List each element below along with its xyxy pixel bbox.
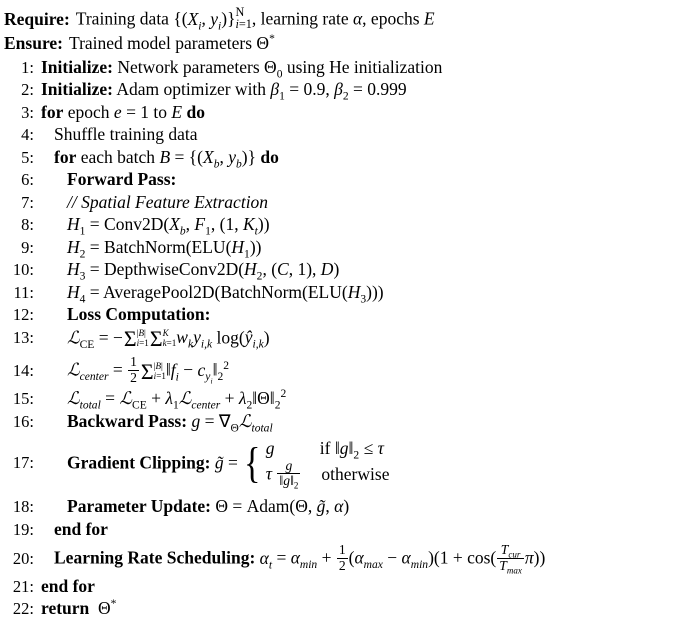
algorithm-step-2	[4, 79, 681, 102]
step-number: 15:	[12, 389, 34, 409]
step-number: 1:	[21, 57, 34, 77]
step-number: 16:	[12, 411, 34, 431]
step-number: 9:	[21, 237, 34, 257]
step-number: 11:	[13, 282, 34, 302]
step-keyword: Backward Pass:	[67, 410, 188, 431]
algorithm-step-1	[4, 56, 681, 79]
cases-group	[242, 439, 389, 490]
step-keyword: end for	[54, 518, 108, 539]
step-number: 12:	[12, 305, 34, 324]
step-keyword: Initialize:	[41, 56, 113, 77]
left-brace: {	[244, 439, 261, 487]
algorithm-step-18	[4, 496, 681, 519]
step-content: $H_3$ = $DepthwiseConv2D(H_2$, (C, 1), D)	[67, 259, 340, 283]
case-1-expression: g	[265, 437, 275, 458]
require-text: Training data {($X_i$, $y_i$)} N i=1 , learning rate α, epochs E	[75, 5, 435, 33]
step-content: Initialize: Network parameters $\Theta_0$ using He initialization	[41, 56, 443, 80]
step-content: for each batch $B = \{(X_b$, $y_b$)} do	[54, 146, 279, 170]
step-content: Gradient Clipping: g̃ = { g if $‖g‖_2 \le \tau$ τ $\frac{g}{‖g‖_2}$ otherwise	[67, 437, 390, 492]
ensure-text: Trained model parameters Θ*	[69, 32, 275, 53]
step-content: return Θ*	[41, 598, 117, 619]
step-content: for epoch e = 1 to E do	[41, 101, 205, 122]
step-number: 19:	[12, 519, 34, 539]
algorithm-step-20	[4, 541, 681, 576]
step-number: 6:	[21, 170, 34, 189]
step-content: $H_1$ = $Conv2D(X_b$, $F_1$, (1, $K_t$))	[67, 214, 270, 238]
algorithm-step-4	[4, 124, 681, 147]
step-content: Initialize: Adam optimizer with $\beta_1 = 0.9$, $\beta_2 = 0.999$	[41, 79, 407, 103]
algorithm-step-11	[4, 281, 681, 304]
step-content: Shuffle training data	[54, 124, 198, 144]
step-keyword: Initialize:	[41, 79, 113, 99]
algorithm-step-10	[4, 259, 681, 282]
step-number: 5:	[21, 147, 34, 167]
step-keyword: Parameter Update:	[67, 496, 211, 517]
step-comment: // Spatial Feature Extraction	[67, 191, 269, 212]
step-number: 17:	[12, 453, 34, 473]
step-content: ℒ$_{total}$ = ℒ$_{CE}$ + $\lambda_1ℒ_{center}$ + $\lambda_2‖\Theta‖_2^2$	[67, 388, 287, 412]
case-1-condition: if $‖g‖_2 \le \tau$	[319, 437, 384, 462]
case-2-expression: τ $\frac{g}{‖g‖_2}$	[265, 458, 299, 492]
case-2-condition: otherwise	[321, 463, 390, 484]
step-content: ℒ$_{CE}$ = −Σ |B| i=1 Σ K k=1 $w_ky_{i,k}$ $\log(ŷ_{i,k})$	[67, 326, 270, 351]
step-number: 14:	[12, 360, 34, 380]
step-content: Backward Pass: $g = \nabla_\Theta ℒ_{total}$	[67, 410, 273, 435]
algorithm-step-17	[4, 433, 681, 496]
step-keyword: end for	[41, 575, 95, 596]
algorithm-step-15	[4, 388, 681, 411]
step-content: ℒ$_{center}$ = $\frac{1}{2}$ Σ |B| i=1 $‖f_i$ − $c_{y_i}‖_2^2$	[67, 354, 230, 386]
step-keyword: Loss Computation:	[67, 304, 211, 324]
algorithm-step-13	[4, 326, 681, 353]
algorithm-step-5	[4, 146, 681, 169]
step-keyword: Forward Pass:	[67, 169, 177, 189]
step-keyword: Learning Rate Scheduling:	[54, 547, 256, 568]
ensure-line	[4, 32, 681, 53]
step-number: 18:	[12, 497, 34, 517]
algorithm-step-6	[4, 169, 681, 192]
step-keyword: return	[41, 598, 90, 619]
algorithm-step-8	[4, 214, 681, 237]
step-keyword: Gradient Clipping:	[67, 452, 211, 473]
step-number: 4:	[21, 125, 34, 144]
algorithm-step-16	[4, 410, 681, 433]
step-number: 10:	[12, 260, 34, 279]
step-number: 22:	[12, 599, 34, 619]
algorithm-step-9	[4, 236, 681, 259]
algorithm-step-21	[4, 575, 681, 598]
step-number: 20:	[12, 548, 34, 568]
algorithm-step-12	[4, 304, 681, 327]
step-number: 2:	[21, 80, 34, 99]
step-content: Parameter Update: Θ = Adam(Θ, g̃, α)	[67, 496, 350, 517]
step-number: 7:	[21, 192, 34, 212]
algorithm-step-3	[4, 101, 681, 124]
require-line	[4, 6, 681, 31]
step-content: $H_4$ = $AveragePool2D(BatchNorm(ELU(H_3)))$	[67, 281, 384, 305]
algorithm-step-22	[4, 598, 681, 621]
require-keyword: Require:	[4, 8, 70, 29]
step-number: 3:	[21, 102, 34, 122]
ensure-keyword: Ensure:	[4, 32, 63, 53]
step-content: $H_2$ = $BatchNorm(ELU(H_1))$	[67, 236, 262, 260]
algorithm-step-19	[4, 518, 681, 541]
step-number: 13:	[12, 327, 34, 347]
algorithm-step-14	[4, 353, 681, 388]
step-number: 21:	[12, 576, 34, 596]
algorithm-step-7	[4, 191, 681, 214]
step-content: Learning Rate Scheduling: $\alpha_t = \alpha_{min}$ + $\frac{1}{2}$ $(\alpha_{max} - \alpha_{min})(1 + \cos$( $\frac{T_{cur}}{T_{max}}$ π))	[54, 542, 546, 576]
step-number: 8:	[21, 215, 34, 234]
